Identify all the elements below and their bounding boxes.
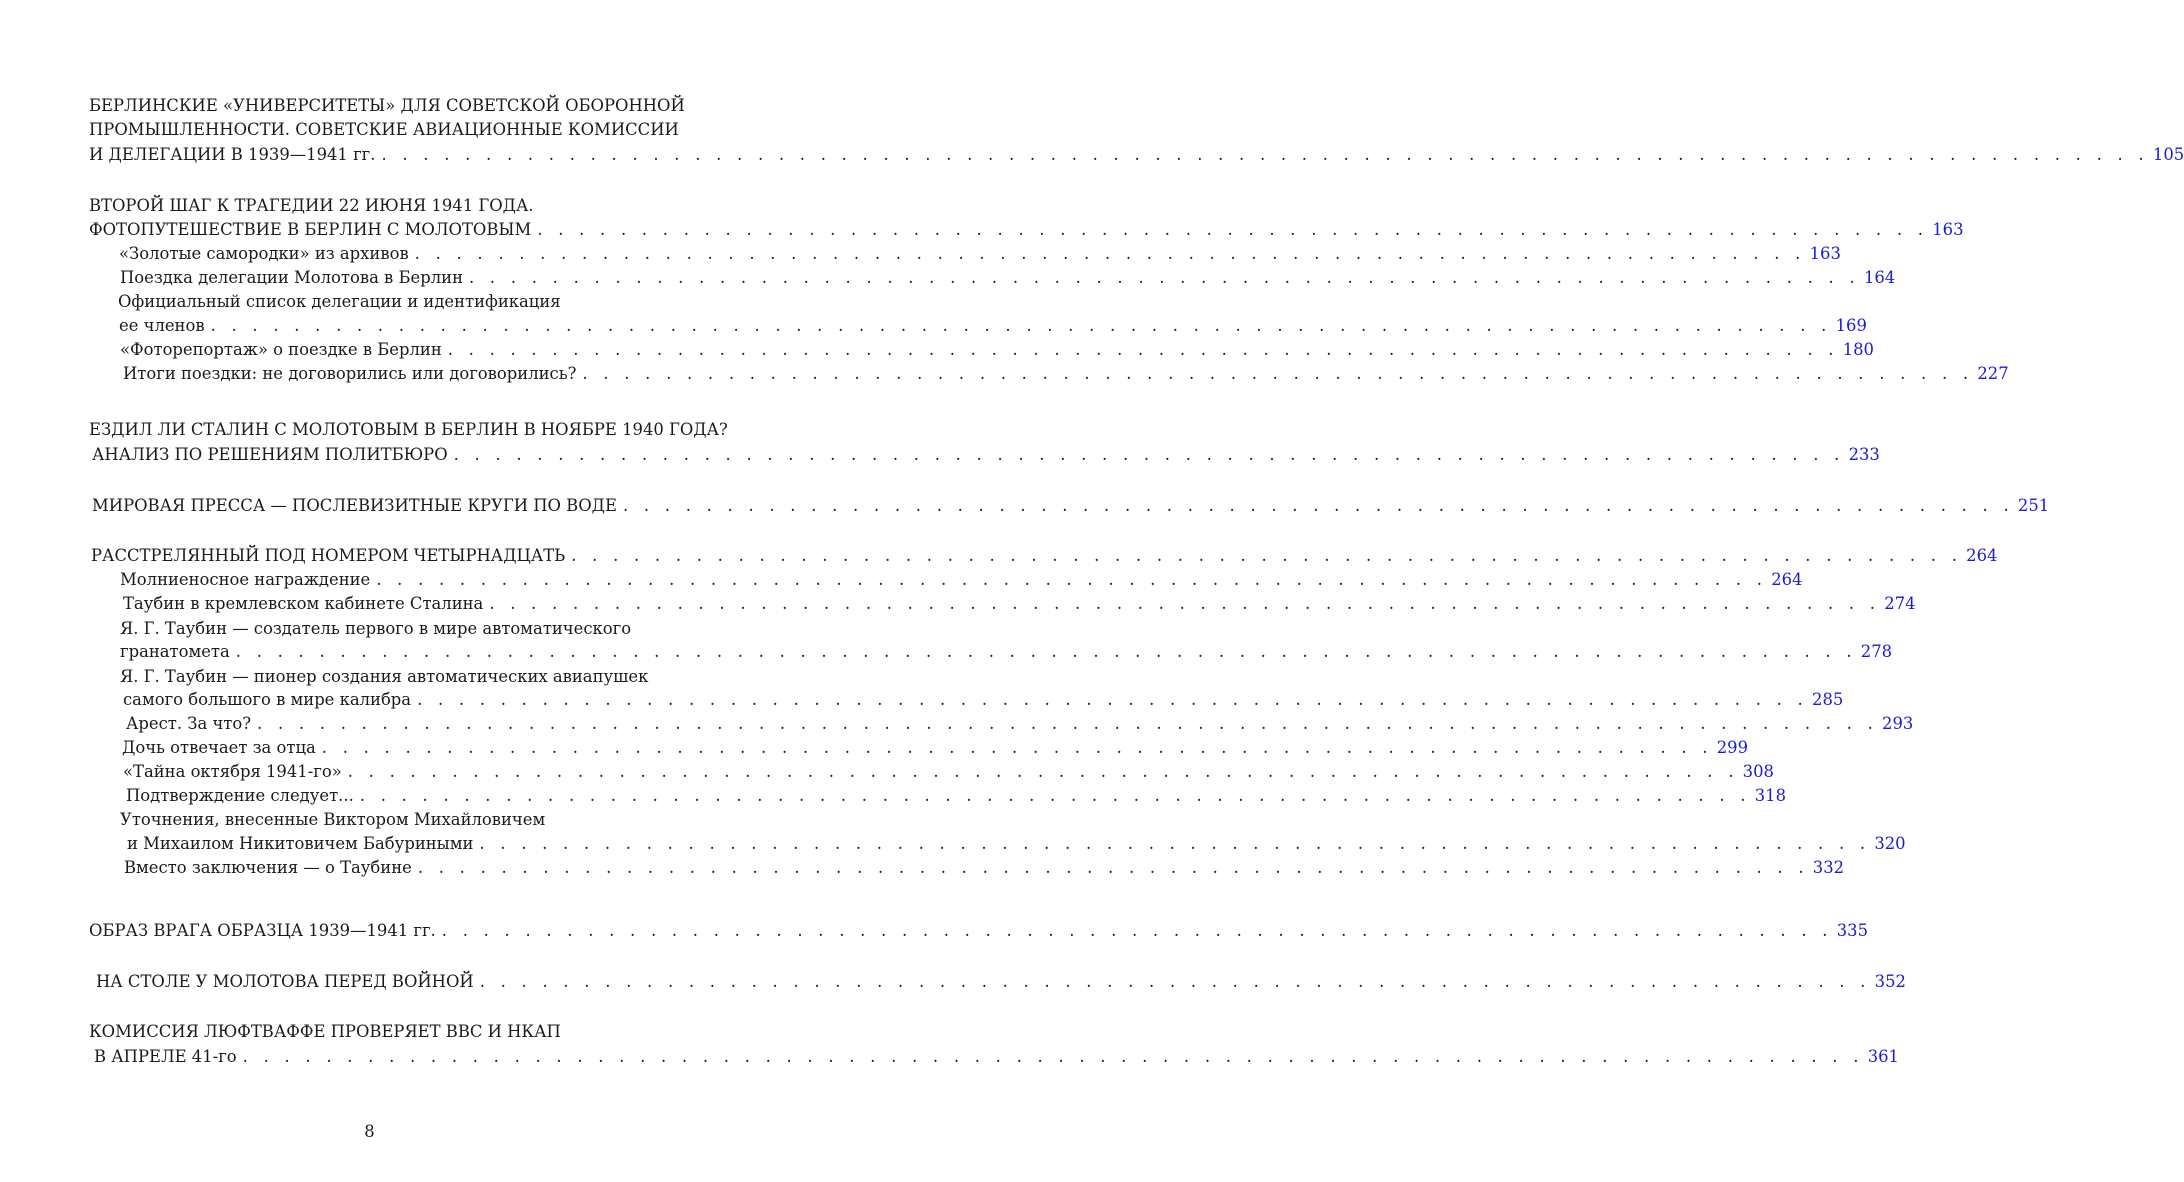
subentry-title: Таубин в кремлевском кабинете Сталина bbox=[123, 594, 484, 613]
dot-leader: . . . . . . . . . . . . . . . . . . . . . . . . . . . . . . . . . . . . . . . . . . . . . . . . . . . . . . . . . . . . . . . . . . . . . . . . . . . . . . bbox=[257, 714, 1879, 733]
toc-entry[interactable] bbox=[92, 443, 1880, 467]
dot-leader: . . . . . . . . . . . . . . . . . . . . . . . . . . . . . . . . . . . . . . . . . . . . . . . . . . . . . . . . . . . . . . . . . . . bbox=[347, 762, 1739, 781]
section-title: ОБРАЗ ВРАГА ОБРАЗЦА 1939—1941 гг. bbox=[89, 921, 436, 940]
section-title: ЕЗДИЛ ЛИ СТАЛИН С МОЛОТОВЫМ В БЕРЛИН В НОЯБРЕ 1940 ГОДА? bbox=[89, 420, 728, 439]
dot-leader: . . . . . . . . . . . . . . . . . . . . . . . . . . . . . . . . . . . . . . . . . . . . . . . . . . . . . . . . . . . . . . . . . . . bbox=[469, 268, 1860, 287]
dot-leader: . . . . . . . . . . . . . . . . . . . . . . . . . . . . . . . . . . . . . . . . . . . . . . . . . . . . . . . . . . . . . . . . . . . bbox=[537, 220, 1929, 239]
subentry-title: Официальный список делегации и идентификация bbox=[118, 292, 561, 311]
subentry-title: «Тайна октября 1941-го» bbox=[123, 762, 342, 781]
subentry-title: Арест. За что? bbox=[126, 714, 252, 733]
toc-subentry[interactable] bbox=[126, 712, 1914, 736]
toc-line bbox=[120, 665, 648, 689]
section-title: БЕРЛИНСКИЕ «УНИВЕРСИТЕТЫ» ДЛЯ СОВЕТСКОЙ ОБОРОННОЙ bbox=[89, 96, 685, 115]
dot-leader: . . . . . . . . . . . . . . . . . . . . . . . . . . . . . . . . . . . . . . . . . . . . . . . . . . . . . . . . . . . . . . . . . . . . . . . . . . . . . . bbox=[235, 642, 1857, 661]
section-title: РАССТРЕЛЯННЫЙ ПОД НОМЕРОМ ЧЕТЫРНАДЦАТЬ bbox=[91, 546, 566, 565]
subentry-title: Молниеносное награждение bbox=[120, 570, 371, 589]
toc-line bbox=[89, 1020, 561, 1044]
subentry-title: ее членов bbox=[119, 316, 205, 335]
subentry-title: Я. Г. Таубин — пионер создания автоматических авиапушек bbox=[120, 667, 649, 686]
page-number-link[interactable]: 335 bbox=[1836, 921, 1869, 940]
subentry-title: Уточнения, внесенные Виктором Михайловичем bbox=[120, 810, 546, 829]
subentry-title: самого большого в мире калибра bbox=[123, 690, 412, 709]
dot-leader: . . . . . . . . . . . . . . . . . . . . . . . . . . . . . . . . . . . . . . . . . . . . . . . . . . . . . . . . . . . . . . . . . . . bbox=[414, 244, 1806, 263]
toc-subentry[interactable] bbox=[123, 362, 2009, 386]
page-number-link[interactable]: 264 bbox=[1771, 570, 1803, 589]
page-number-link[interactable]: 180 bbox=[1842, 340, 1874, 359]
dot-leader: . . . . . . . . . . . . . . . . . . . . . . . . . . . . . . . . . . . . . . . . . . . . . . . . . . . . . . . . . . . . . . . . . . . bbox=[359, 786, 1751, 805]
toc-entry[interactable] bbox=[96, 970, 1906, 994]
page-number-link[interactable]: 361 bbox=[1867, 1047, 1899, 1066]
page-number-link[interactable]: 320 bbox=[1874, 834, 1906, 853]
dot-leader: . . . . . . . . . . . . . . . . . . . . . . . . . . . . . . . . . . . . . . . . . . . . . . . . . . . . . . . . . . . . . . . . . . . bbox=[479, 972, 1871, 991]
section-title: ФОТОПУТЕШЕСТВИЕ В БЕРЛИН С МОЛОТОВЫМ bbox=[89, 220, 532, 239]
toc-line bbox=[120, 617, 631, 641]
subentry-title: Подтверждение следует... bbox=[126, 786, 354, 805]
toc-line bbox=[89, 418, 728, 442]
section-title: МИРОВАЯ ПРЕССА — ПОСЛЕВИЗИТНЫЕ КРУГИ ПО ВОДЕ bbox=[92, 496, 617, 515]
dot-leader: . . . . . . . . . . . . . . . . . . . . . . . . . . . . . . . . . . . . . . . . . . . . . . . . . . . . . . . . . . . . . . . . . . . bbox=[417, 690, 1809, 709]
page-number-link[interactable]: 164 bbox=[1863, 268, 1896, 287]
subentry-title: Дочь отвечает за отца bbox=[122, 738, 316, 757]
toc-subentry[interactable] bbox=[127, 832, 1906, 856]
toc-subentry[interactable] bbox=[119, 314, 1867, 338]
toc-subentry[interactable] bbox=[126, 784, 1787, 808]
page-number-link[interactable]: 278 bbox=[1860, 642, 1893, 661]
toc-entry[interactable] bbox=[89, 919, 1869, 943]
toc-subentry[interactable] bbox=[120, 266, 1896, 290]
dot-leader: . . . . . . . . . . . . . . . . . . . . . . . . . . . . . . . . . . . . . . . . . . . . . . . . . . . . . . . . . . . . . . . . . . . . . . . . . . . . . . bbox=[242, 1047, 1864, 1066]
subentry-title: гранатомета bbox=[120, 642, 230, 661]
subentry-title: «Золотые самородки» из архивов bbox=[119, 244, 409, 263]
dot-leader: . . . . . . . . . . . . . . . . . . . . . . . . . . . . . . . . . . . . . . . . . . . . . . . . . . . . . . . . . . . . . . . . . . . bbox=[571, 546, 1963, 565]
dot-leader: . . . . . . . . . . . . . . . . . . . . . . . . . . . . . . . . . . . . . . . . . . . . . . . . . . . . . . . . . . . . . . . . . . . bbox=[441, 921, 1833, 940]
dot-leader: . . . . . . . . . . . . . . . . . . . . . . . . . . . . . . . . . . . . . . . . . . . . . . . . . . . . . . . . . . . . . . . . . . . bbox=[417, 858, 1809, 877]
toc-entry[interactable] bbox=[91, 544, 1998, 568]
toc-subentry[interactable] bbox=[120, 640, 1893, 664]
toc-subentry[interactable] bbox=[120, 568, 1803, 592]
page-number-link[interactable]: 285 bbox=[1812, 690, 1844, 709]
toc-line bbox=[118, 290, 561, 314]
section-title: ВТОРОЙ ШАГ К ТРАГЕДИИ 22 ИЮНЯ 1941 ГОДА. bbox=[89, 196, 534, 215]
section-title: В АПРЕЛЕ 41-го bbox=[94, 1047, 237, 1066]
subentry-title: Вместо заключения — о Таубине bbox=[124, 858, 412, 877]
page-number-link[interactable]: 169 bbox=[1835, 316, 1867, 335]
subentry-title: Итоги поездки: не договорились или договорились? bbox=[123, 364, 577, 383]
toc-subentry[interactable] bbox=[120, 338, 1874, 362]
subentry-title: Я. Г. Таубин — создатель первого в мире автоматического bbox=[120, 619, 632, 638]
page-number-link[interactable]: 227 bbox=[1977, 364, 2009, 383]
page-number-link[interactable]: 308 bbox=[1742, 762, 1774, 781]
section-title: И ДЕЛЕГАЦИИ В 1939—1941 гг. bbox=[89, 145, 376, 164]
page-number-link[interactable]: 352 bbox=[1874, 972, 1906, 991]
dot-leader: . . . . . . . . . . . . . . . . . . . . . . . . . . . . . . . . . . . . . . . . . . . . . . . . . . . . . . . . . . . . . . . . . . . . . . . . . . . . . . . . . . . . . bbox=[381, 145, 2149, 164]
section-title: ПРОМЫШЛЕННОСТИ. СОВЕТСКИЕ АВИАЦИОННЫЕ КОМИССИИ bbox=[89, 120, 679, 139]
toc-entry[interactable] bbox=[94, 1045, 1899, 1069]
toc-subentry[interactable] bbox=[123, 760, 1774, 784]
subentry-title: Поездка делегации Молотова в Берлин bbox=[120, 268, 463, 287]
toc-subentry[interactable] bbox=[122, 736, 1749, 760]
section-title: КОМИССИЯ ЛЮФТВАФФЕ ПРОВЕРЯЕТ ВВС И НКАП bbox=[89, 1022, 561, 1041]
page-number-link[interactable]: 163 bbox=[1809, 244, 1841, 263]
toc-entry[interactable] bbox=[92, 494, 2050, 518]
dot-leader: . . . . . . . . . . . . . . . . . . . . . . . . . . . . . . . . . . . . . . . . . . . . . . . . . . . . . . . . . . . . . . . . . . . bbox=[582, 364, 1974, 383]
dot-leader: . . . . . . . . . . . . . . . . . . . . . . . . . . . . . . . . . . . . . . . . . . . . . . . . . . . . . . . . . . . . . . . . . . . bbox=[447, 340, 1839, 359]
section-title: АНАЛИЗ ПО РЕШЕНИЯМ ПОЛИТБЮРО bbox=[92, 445, 448, 464]
page-folio-number: 8 bbox=[364, 1122, 375, 1141]
toc-line bbox=[89, 118, 679, 142]
dot-leader: . . . . . . . . . . . . . . . . . . . . . . . . . . . . . . . . . . . . . . . . . . . . . . . . . . . . . . . . . . . . . . . . . . . bbox=[453, 445, 1845, 464]
page-number-link[interactable]: 264 bbox=[1966, 546, 1998, 565]
page-number-link[interactable]: 105 bbox=[2152, 145, 2184, 164]
toc-subentry[interactable] bbox=[124, 856, 1845, 880]
dot-leader: . . . . . . . . . . . . . . . . . . . . . . . . . . . . . . . . . . . . . . . . . . . . . . . . . . . . . . . . . . . . . . . . . . . . . . . . . . . . . . bbox=[210, 316, 1832, 335]
toc-entry[interactable] bbox=[89, 143, 2184, 167]
subentry-title: и Михаилом Никитовичем Бабуриными bbox=[127, 834, 474, 853]
subentry-title: «Фоторепортаж» о поездке в Берлин bbox=[120, 340, 442, 359]
section-title: НА СТОЛЕ У МОЛОТОВА ПЕРЕД ВОЙНОЙ bbox=[96, 972, 474, 991]
toc-subentry[interactable] bbox=[123, 688, 1844, 712]
dot-leader: . . . . . . . . . . . . . . . . . . . . . . . . . . . . . . . . . . . . . . . . . . . . . . . . . . . . . . . . . . . . . . . . . . . bbox=[479, 834, 1871, 853]
page-number-link[interactable]: 274 bbox=[1884, 594, 1916, 613]
page-number-link[interactable]: 332 bbox=[1812, 858, 1845, 877]
dot-leader: . . . . . . . . . . . . . . . . . . . . . . . . . . . . . . . . . . . . . . . . . . . . . . . . . . . . . . . . . . . . . . . . . . . bbox=[489, 594, 1881, 613]
toc-line bbox=[89, 94, 685, 118]
toc-entry[interactable] bbox=[89, 218, 1964, 242]
page-number-link[interactable]: 318 bbox=[1754, 786, 1787, 805]
toc-line bbox=[120, 808, 545, 832]
page-number-link[interactable]: 293 bbox=[1882, 714, 1914, 733]
dot-leader: . . . . . . . . . . . . . . . . . . . . . . . . . . . . . . . . . . . . . . . . . . . . . . . . . . . . . . . . . . . . . . . . . . . bbox=[622, 496, 2014, 515]
page-number-link[interactable]: 299 bbox=[1716, 738, 1749, 757]
toc-line bbox=[89, 194, 534, 218]
dot-leader: . . . . . . . . . . . . . . . . . . . . . . . . . . . . . . . . . . . . . . . . . . . . . . . . . . . . . . . . . . . . . . . . . . . bbox=[376, 570, 1768, 589]
toc-subentry[interactable] bbox=[119, 242, 1841, 266]
toc-subentry[interactable] bbox=[123, 592, 1916, 616]
page-number-link[interactable]: 233 bbox=[1848, 445, 1880, 464]
page-number-link[interactable]: 251 bbox=[2017, 496, 2050, 515]
dot-leader: . . . . . . . . . . . . . . . . . . . . . . . . . . . . . . . . . . . . . . . . . . . . . . . . . . . . . . . . . . . . . . . . . . . bbox=[321, 738, 1713, 757]
page-number-link[interactable]: 163 bbox=[1932, 220, 1964, 239]
